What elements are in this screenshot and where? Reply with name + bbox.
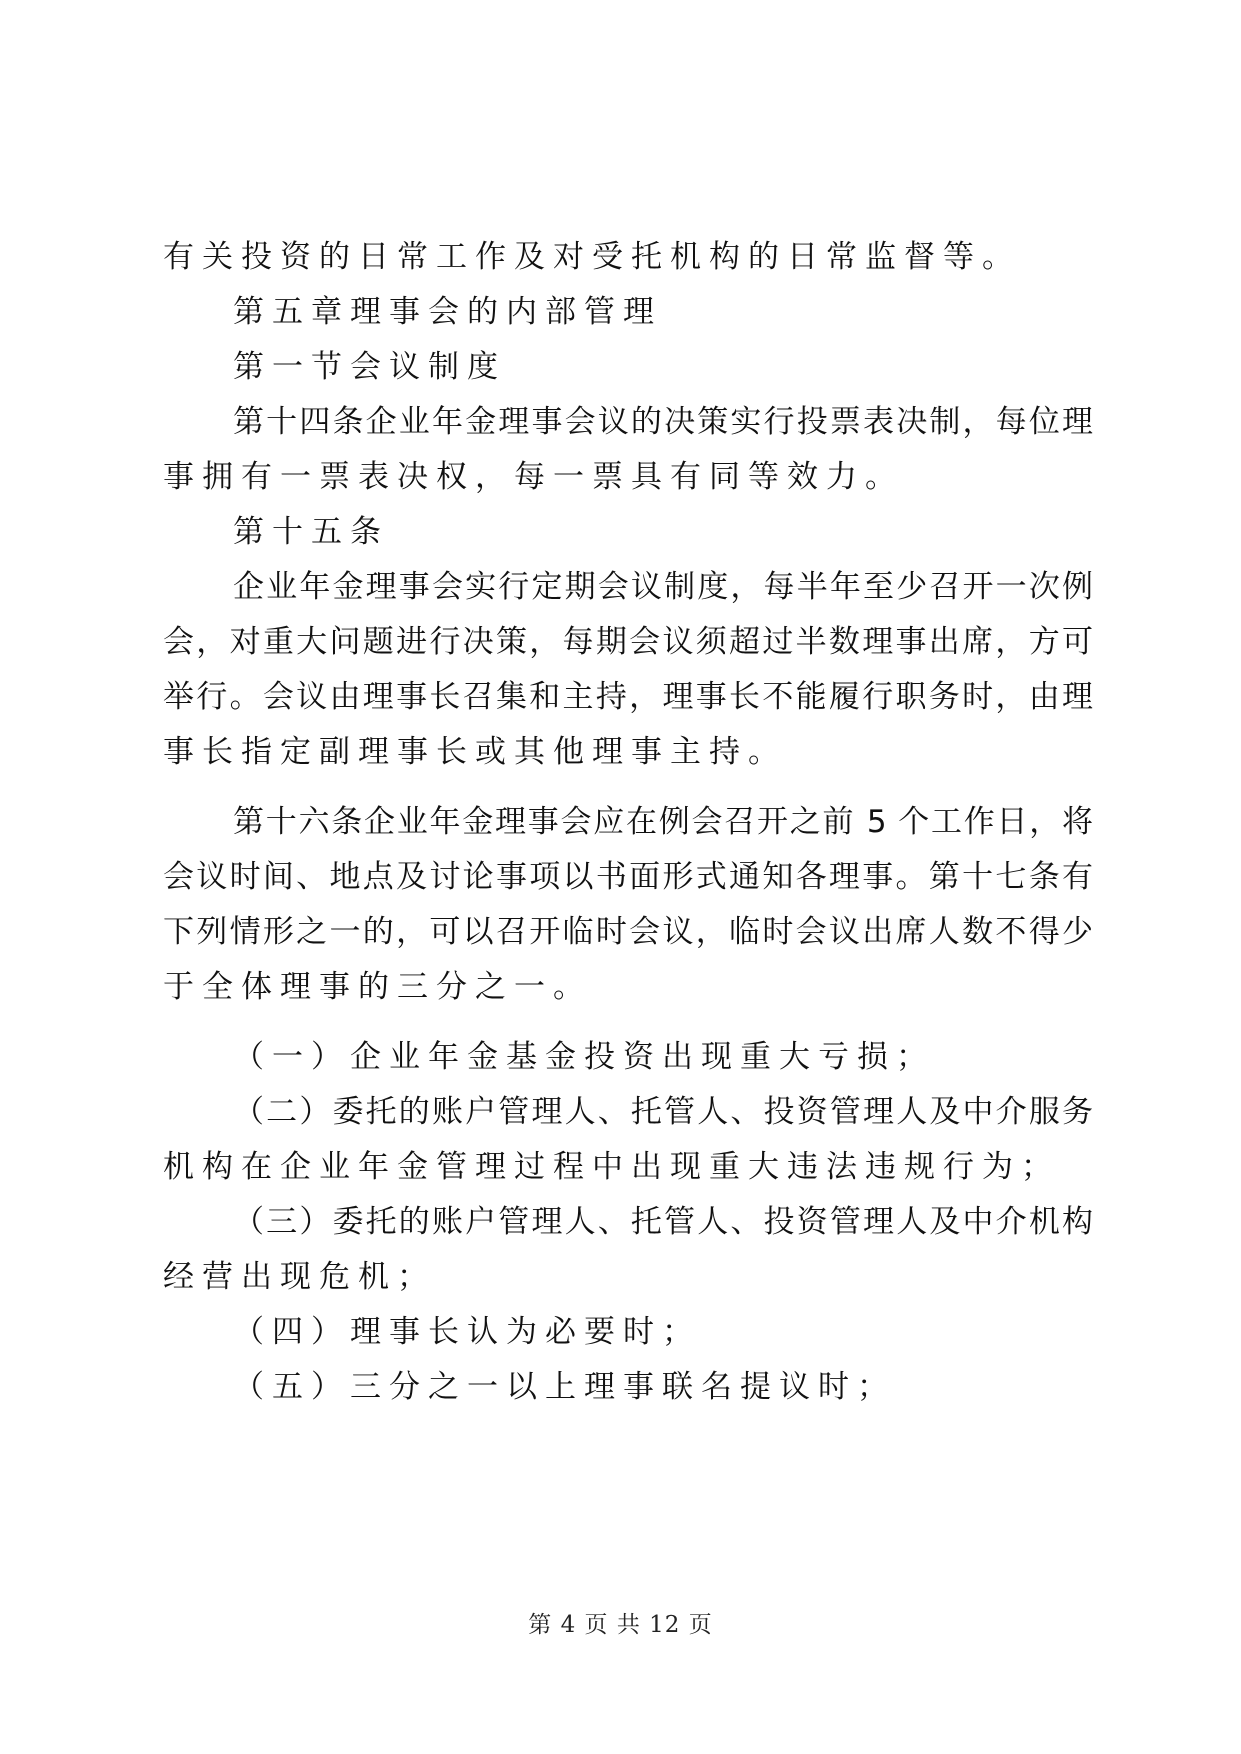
text-line: 事拥有一票表决权，每一票具有同等效力。 [163, 459, 904, 495]
document-body [163, 230, 1093, 1415]
text-line: 会，对重大问题进行决策，每期会议须超过半数理事出席，方可 [163, 624, 1093, 660]
text-line: 第十四条企业年金理事会议的决策实行投票表决制，每位理 [233, 404, 1093, 440]
list-item: （一）企业年金基金投资出现重大亏损； [233, 1039, 935, 1075]
text-line: 下列情形之一的，可以召开临时会议，临时会议出席人数不得少 [163, 914, 1093, 950]
text-line: 举行。会议由理事长召集和主持，理事长不能履行职务时，由理 [163, 679, 1093, 715]
text-line: 企业年金理事会实行定期会议制度，每半年至少召开一次例 [233, 569, 1093, 605]
text-line: 经营出现危机； [163, 1259, 436, 1295]
text-line: 有关投资的日常工作及对受托机构的日常监督等。 [163, 239, 1021, 275]
list-item: （二）委托的账户管理人、托管人、投资管理人及中介服务 [233, 1094, 1093, 1130]
list-item: （五）三分之一以上理事联名提议时； [233, 1369, 896, 1405]
section-heading: 第一节会议制度 [233, 349, 506, 385]
text-line: 机构在企业年金管理过程中出现重大违法违规行为； [163, 1149, 1060, 1185]
chapter-heading: 第五章理事会的内部管理 [233, 294, 662, 330]
text-line: 第十六条企业年金理事会应在例会召开之前 5 个工作日，将 [233, 804, 1093, 840]
article-heading: 第十五条 [233, 514, 389, 550]
list-item: （三）委托的账户管理人、托管人、投资管理人及中介机构 [233, 1204, 1093, 1240]
text-line: 于全体理事的三分之一。 [163, 969, 592, 1005]
text-line: 事长指定副理事长或其他理事主持。 [163, 734, 787, 770]
page-number-footer: 第 4 页 共 12 页 [528, 1612, 713, 1638]
list-item: （四）理事长认为必要时； [233, 1314, 701, 1350]
text-line: 会议时间、地点及讨论事项以书面形式通知各理事。第十七条有 [163, 859, 1093, 895]
